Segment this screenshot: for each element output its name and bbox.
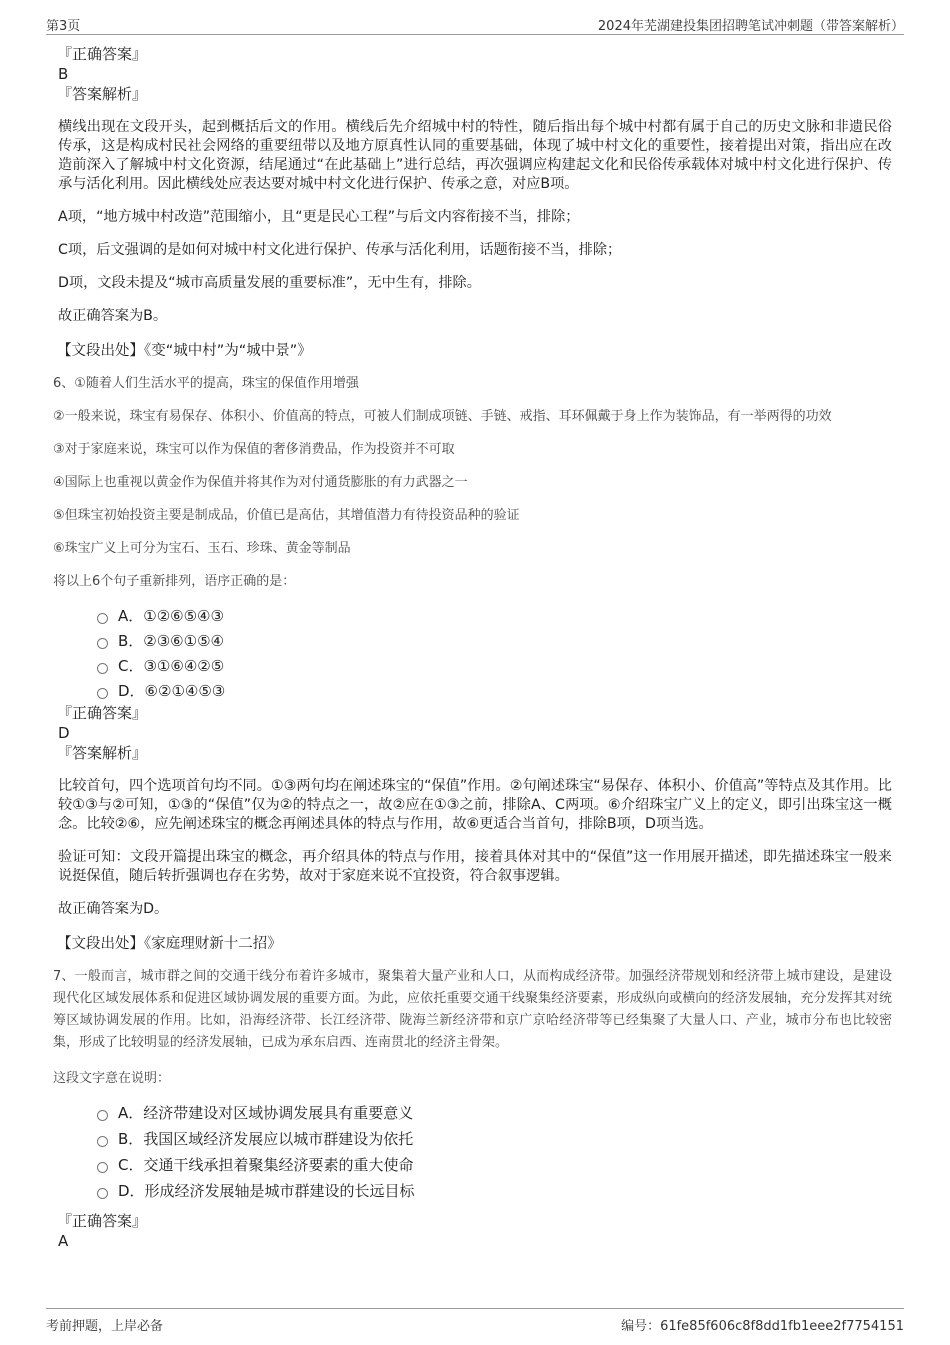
radio-button-icon[interactable] — [97, 613, 108, 624]
q7-option-d[interactable] — [97, 1181, 892, 1201]
radio-button-icon[interactable] — [97, 1136, 108, 1147]
page-footer — [46, 1308, 904, 1339]
option-label: A．①②⑥⑤④③ — [118, 607, 224, 625]
q6-option-c[interactable] — [97, 656, 892, 676]
q5-analysis-paragraph: C项，后文强调的是如何对城中村文化进行保护、传承与活化利用，话题衔接不当，排除； — [58, 242, 622, 258]
page-number: 第3页 — [46, 19, 81, 34]
q7-option-b[interactable] — [97, 1129, 892, 1149]
q5-analysis-paragraph: 故正确答案为B。 — [58, 308, 168, 324]
q7-options — [57, 1103, 892, 1201]
analysis-label: 『答案解析』 — [57, 744, 148, 762]
radio-button-icon[interactable] — [97, 688, 108, 699]
option-label: B．②③⑥①⑤④ — [118, 632, 224, 650]
radio-button-icon[interactable] — [97, 1188, 108, 1199]
option-label: A．经济带建设对区域协调发展具有重要意义 — [118, 1104, 414, 1122]
option-label: C．③①⑥④②⑤ — [118, 657, 225, 675]
correct-answer-label: 『正确答案』 — [57, 1212, 148, 1230]
page-header — [46, 12, 904, 35]
analysis-label: 『答案解析』 — [57, 85, 148, 103]
q6-analysis-paragraph: 故正确答案为D。 — [58, 901, 169, 917]
option-label: D．形成经济发展轴是城市群建设的长远目标 — [118, 1182, 415, 1200]
radio-button-icon[interactable] — [97, 638, 108, 649]
document-serial: 编号：61fe85f606c8f8dd1fb1eee2f7754151 — [621, 1319, 904, 1334]
document-title: 2024年芜湖建投集团招聘笔试冲刺题（带答案解析） — [597, 19, 904, 34]
q5-analysis-paragraph: 横线出现在文段开头，起到概括后文的作用。横线后先介绍城中村的特性，随后指出每个城中村都有属于自己的历史文脉和非遗民俗传承，这是构成村民社会网络的重要纽带以及地方原真性认同的重要基础，体现了城中村文化的重要性，接着提出对策，指出应在改造前深入了解城中村文化资源，结尾通过“在此基础上”进行总结，再次强调应构建起文化和民俗传承载体对城中村文化进行保护、传承与活化利用。因此横线处应表达要对城中村文化进行保护、传承之意，对应B项。 — [58, 119, 892, 192]
q5-source: 【文段出处】《变“城中村”为“城中景”》 — [57, 343, 312, 359]
q6-option-a[interactable] — [97, 606, 892, 626]
q6-sentence: ②一般来说，珠宝有易保存、体积小、价值高的特点，可被人们制成项链、手链、戒指、耳环佩戴于身上作为装饰品，有一举两得的功效 — [53, 409, 832, 424]
radio-button-icon[interactable] — [97, 1162, 108, 1173]
q6-stem — [53, 373, 892, 592]
q5-answer: B — [58, 65, 69, 83]
q6-sentence: ④国际上也重视以黄金作为保值并将其作为对付通货膨胀的有力武器之一 — [53, 475, 468, 490]
option-label: C．交通干线承担着聚集经济要素的重大使命 — [118, 1156, 414, 1174]
q6-sentence: ⑤但珠宝初始投资主要是制成品，价值已是高估，其增值潜力有待投资品种的验证 — [53, 508, 520, 523]
option-label: B．我国区域经济发展应以城市群建设为依托 — [118, 1130, 414, 1148]
q7-answer: A — [58, 1232, 69, 1250]
q6-analysis-paragraph: 验证可知：文段开篇提出珠宝的概念，再介绍具体的特点与作用，接着具体对其中的“保值”这一作用展开描述，即先描述珠宝一般来说挺保值，随后转折强调也存在劣势，故对于家庭来说不宜投资，符合叙事逻辑。 — [58, 849, 892, 884]
q7-option-a[interactable] — [97, 1103, 892, 1123]
q6-sentence: 6、①随着人们生活水平的提高，珠宝的保值作用增强 — [53, 376, 359, 391]
q5-analysis-paragraph: A项，“地方城中村改造”范围缩小，且“更是民心工程”与后文内容衔接不当，排除； — [58, 209, 580, 225]
q6-analysis-paragraph: 比较首句，四个选项首句均不同。①③两句均在阐述珠宝的“保值”作用。②句阐述珠宝“易保存、体积小、价值高”等特点及其作用。比较①③与②可知，①③的“保值”仅为②的特点之一，故②应在①③之前，排除A、C两项。⑥介绍珠宝广义上的定义，即引出珠宝这一概念。比较②⑥，应先阐述珠宝的概念再阐述具体的特点与作用，故⑥更适合当首句，排除B项，D项当选。 — [58, 778, 892, 832]
q6-prompt: 将以上6个句子重新排列，语序正确的是： — [53, 574, 296, 589]
q6-option-b[interactable] — [97, 631, 892, 651]
q6-options — [57, 606, 892, 701]
correct-answer-label: 『正确答案』 — [57, 704, 148, 722]
correct-answer-label: 『正确答案』 — [57, 45, 148, 63]
radio-button-icon[interactable] — [97, 1110, 108, 1121]
q6-sentence: ⑥珠宝广义上可分为宝石、玉石、珍珠、黄金等制品 — [53, 541, 351, 556]
q6-source: 【文段出处】《家庭理财新十二招》 — [57, 936, 282, 952]
q5-analysis-paragraph: D项，文段未提及“城市高质量发展的重要标准”，无中生有，排除。 — [58, 275, 481, 291]
q7-option-c[interactable] — [97, 1155, 892, 1175]
q6-option-d[interactable] — [97, 681, 892, 701]
q6-answer: D — [58, 724, 70, 742]
q7-stem: 7、一般而言，城市群之间的交通干线分布着许多城市，聚集着大量产业和人口，从而构成经济带。加强经济带规划和经济带上城市建设，是建设现代化区域发展体系和促进区域协调发展的重要方面。为此，应依托重要交通干线聚集经济要素，形成纵向或横向的经济发展轴，充分发挥其对统筹区域协调发展的作用。比如，沿海经济带、长江经济带、陇海兰新经济带和京广京哈经济带等已经集聚了大量人口、产业，城市分布也比较密集，形成了比较明显的经济发展轴，已成为承东启西、连南贯北的经济主骨架。 — [53, 969, 892, 1050]
q7-prompt: 这段文字意在说明： — [53, 1071, 171, 1086]
q6-sentence: ③对于家庭来说，珠宝可以作为保值的奢侈消费品，作为投资并不可取 — [53, 442, 455, 457]
page-content — [53, 44, 892, 1251]
radio-button-icon[interactable] — [97, 663, 108, 674]
footer-slogan: 考前押题，上岸必备 — [46, 1319, 164, 1334]
option-label: D．⑥②①④⑤③ — [118, 682, 226, 700]
